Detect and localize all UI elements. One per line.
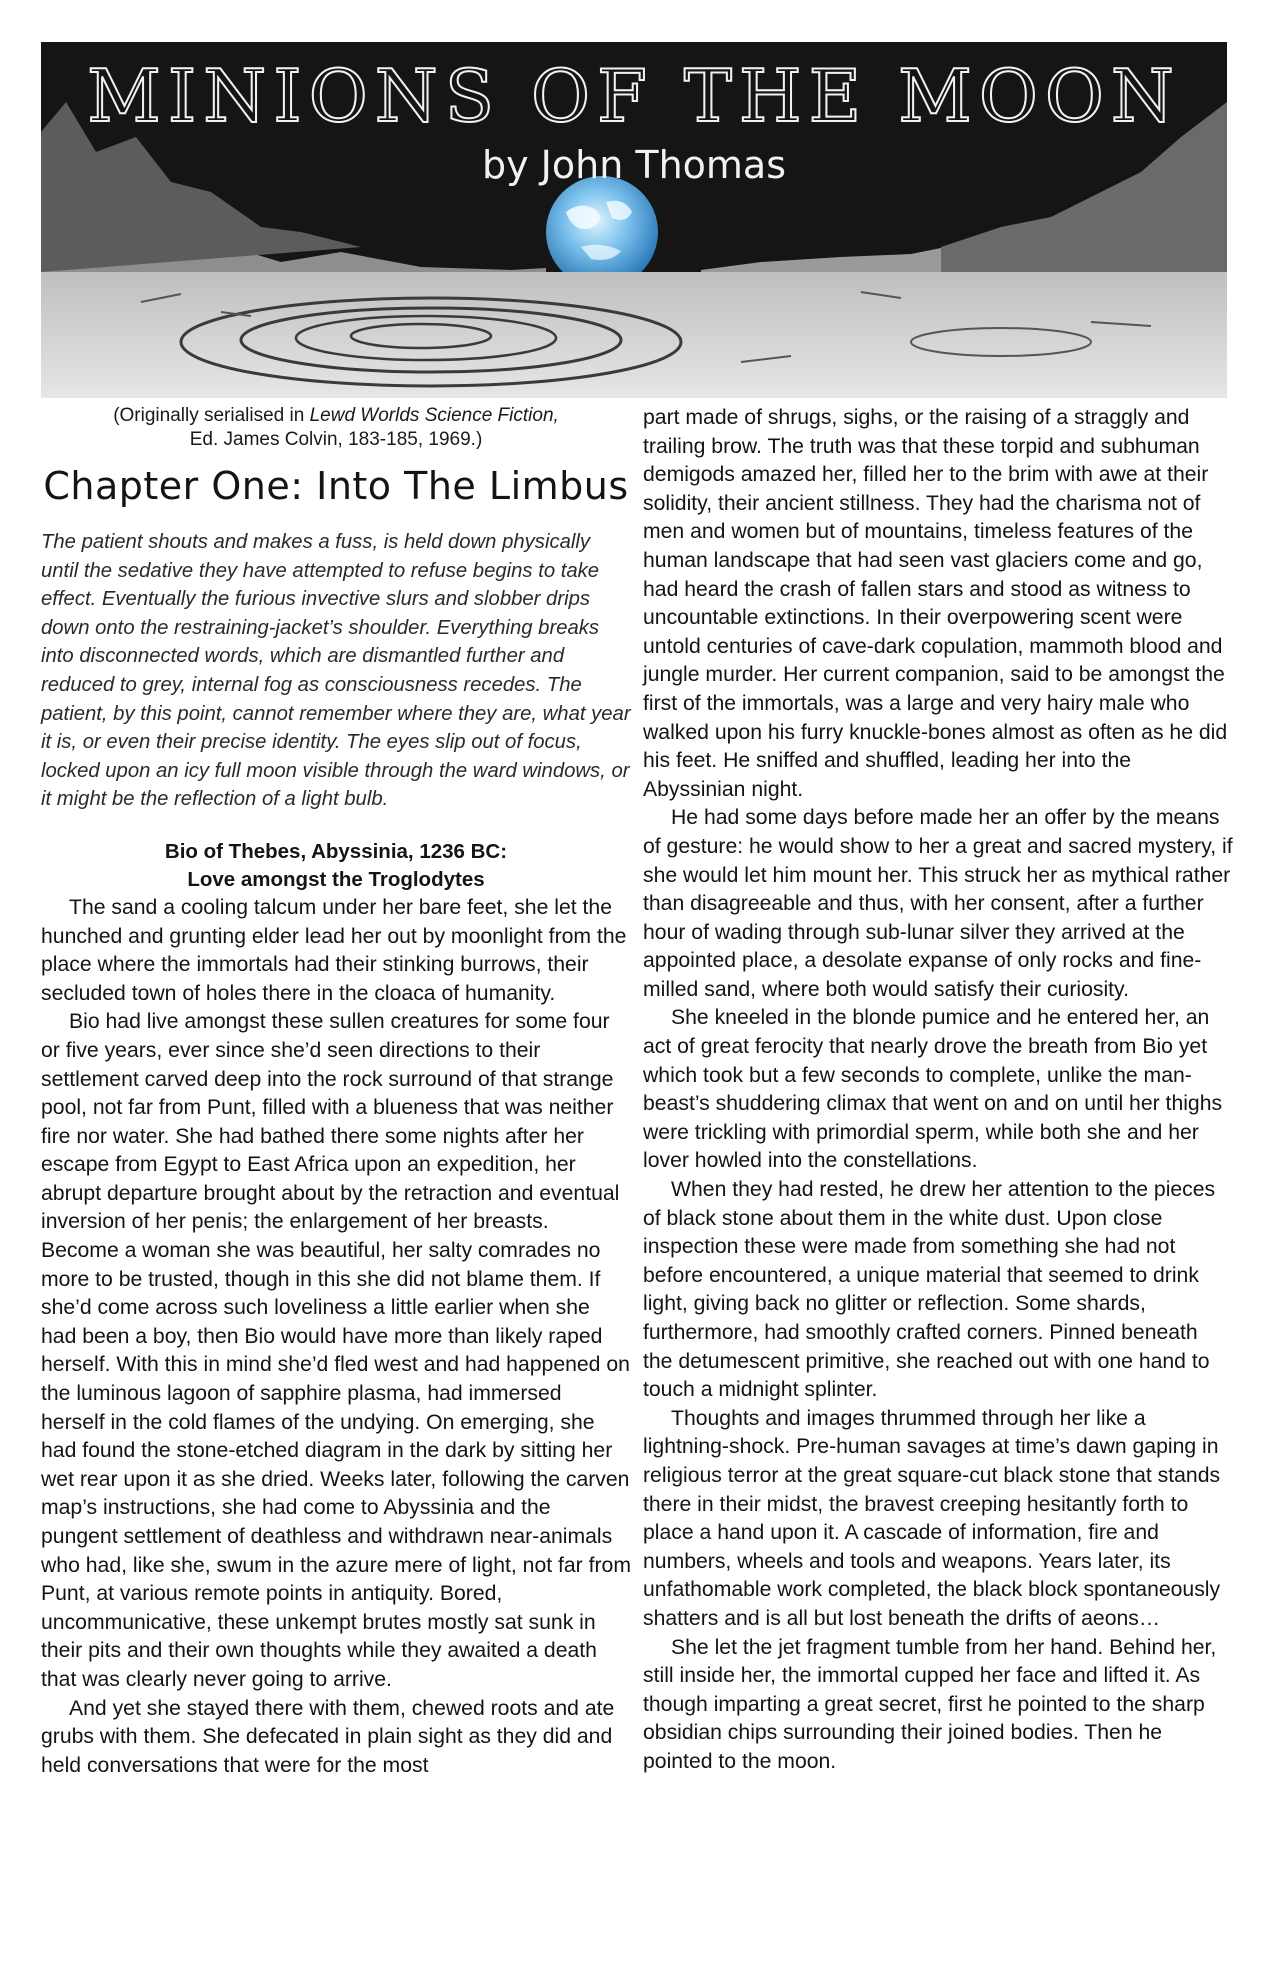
banner-byline: by John Thomas	[481, 143, 787, 187]
body-paragraph: When they had rested, he drew her attention to the pieces of black stone about them in the white dust. Upon close inspection these were made from something she had not before encountered, a unique material that seemed to drink light, giving back no glitter or reflection. Some shards, furthermore, had smoothly crafted corners. Pinned beneath the detumescent primitive, she reached out with one hand to touch a midnight splinter.	[643, 1178, 1216, 1402]
credit-publication: Lewd Worlds Science Fiction,	[309, 405, 559, 426]
credit-line2: Ed. James Colvin, 183-185, 1969.)	[189, 429, 483, 450]
chapter-title: Chapter One: Into The Limbus	[43, 464, 629, 508]
intro-paragraph: The patient shouts and makes a fuss, is held down physically until the sedative they have attempted to refuse begins to take effect. Eventually the furious invective slurs and slobber drips down onto the restraining-jacket’s shoulder. Everything breaks into disconnected words, which are dismantled further and reduced to grey, internal fog as consciousness recedes. The patient, by this point, cannot remember where they are, what year it is, or even their precise identity. The eyes slip out of focus, locked upon an icy full moon visible through the ward windows, or it might be the reflection of a light bulb.	[41, 531, 631, 811]
earth-icon	[546, 176, 658, 288]
left-column	[41, 404, 631, 1780]
credit-line1-prefix: (Originally serialised in	[113, 405, 310, 426]
body-paragraph-continued: part made of shrugs, sighs, or the raising of a straggly and trailing brow. The truth was that these torpid and subhuman demigods amazed her, filled her to the brim with awe at their solidity, their ancient stillness. They had the charisma not of men and women but of mountains, timeless features of the human landscape that had seen vast glaciers come and go, had heard the crash of fallen stars and stood as witness to uncountable extinctions. In their overpowering scent were untold centuries of cave-dark copulation, mammoth blood and jungle murder. Her current companion, said to be amongst the first of the immortals, was a large and very hairy male who walked upon his furry knuckle-bones almost as often as he did his feet. He sniffed and shuffled, leading her into the Abyssinian night.	[643, 406, 1228, 801]
body-paragraph: She kneeled in the blonde pumice and he entered her, an act of great ferocity that nearly drove the breath from Bio yet which took but a few seconds to complete, unlike the man-beast’s shuddering climax that went on and on until her thighs were trickling with primordial sperm, while both she and her lover howled into the constellations.	[643, 1006, 1223, 1173]
body-paragraph: Thoughts and images thrummed through her like a lightning-shock. Pre-human savages at time’s dawn gaping in religious terror at the great square-cut black stone that stands there in their midst, the bravest creeping hesitantly forth to place a hand upon it. A cascade of information, fire and numbers, wheels and tools and weapons. Years later, its unfathomable work completed, the black block spontaneously shatters and is all but lost beneath the drifts of aeons…	[643, 1406, 1221, 1630]
right-column	[643, 404, 1233, 1777]
section-heading-line1: Bio of Thebes, Abyssinia, 1236 BC:	[164, 839, 508, 863]
serialisation-credit	[41, 404, 631, 452]
banner-title: MINIONS OF THE MOON	[87, 54, 1181, 138]
title-banner	[41, 42, 1227, 398]
section-heading-line2: Love amongst the Troglodytes	[187, 867, 485, 891]
body-paragraph: Bio had live amongst these sullen creatures for some four or five years, ever since she’d seen directions to their settlement carved deep into the rock surround of that strange pool, not far from Punt, filled with a blueness that was neither fire nor water. She had bathed there some nights after her escape from Egypt to East Africa upon an expedition, her abrupt departure brought about by the retraction and eventual inversion of her penis; the enlargement of her breasts. Become a woman she was beautiful, her salty comrades no more to be trusted, though in this she did not blame them. If she’d come across such loveliness a little earlier when she had been a boy, then Bio would have more than likely raped herself. With this in mind she’d fled west and had happened on the luminous lagoon of sapphire plasma, had immersed herself in the cold flames of the undying. On emerging, she had found the stone-etched diagram in the dark by sitting her wet rear upon it as she dried. Weeks later, following the carven map’s instructions, she had come to Abyssinia and the pungent settlement of deathless and withdrawn near-animals who had, like she, swum in the azure mere of light, not far from Punt, at various remote points in antiquity. Bored, uncommunicative, these unkempt brutes mostly sat sunk in their pits and their own thoughts while they awaited a death that was clearly never going to arrive.	[41, 1010, 631, 1691]
body-paragraph: The sand a cooling talcum under her bare feet, she let the hunched and grunting elder lead her out by moonlight from the place where the immortals had their stinking burrows, their secluded town of holes there in the cloaca of humanity.	[41, 895, 627, 1005]
body-paragraph: He had some days before made her an offer by the means of gesture: he would show to her a great and sacred mystery, if she would let him mount her. This struck her as mythical rather than disagreeable and thus, with her consent, after a further hour of wading through sub-lunar silver they arrived at the appointed place, a desolate expanse of only rocks and fine-milled sand, where both would satisfy their curiosity.	[643, 806, 1233, 1001]
body-paragraph: She let the jet fragment tumble from her hand. Behind her, still inside her, the immortal cupped her face and lifted it. As though imparting a great secret, first he pointed to the sharp obsidian chips surrounding their joined bodies. Then he pointed to the moon.	[643, 1635, 1217, 1773]
body-paragraph: And yet she stayed there with them, chewed roots and ate grubs with them. She defecated in plain sight as they did and held conversations that were for the most	[41, 1696, 615, 1777]
